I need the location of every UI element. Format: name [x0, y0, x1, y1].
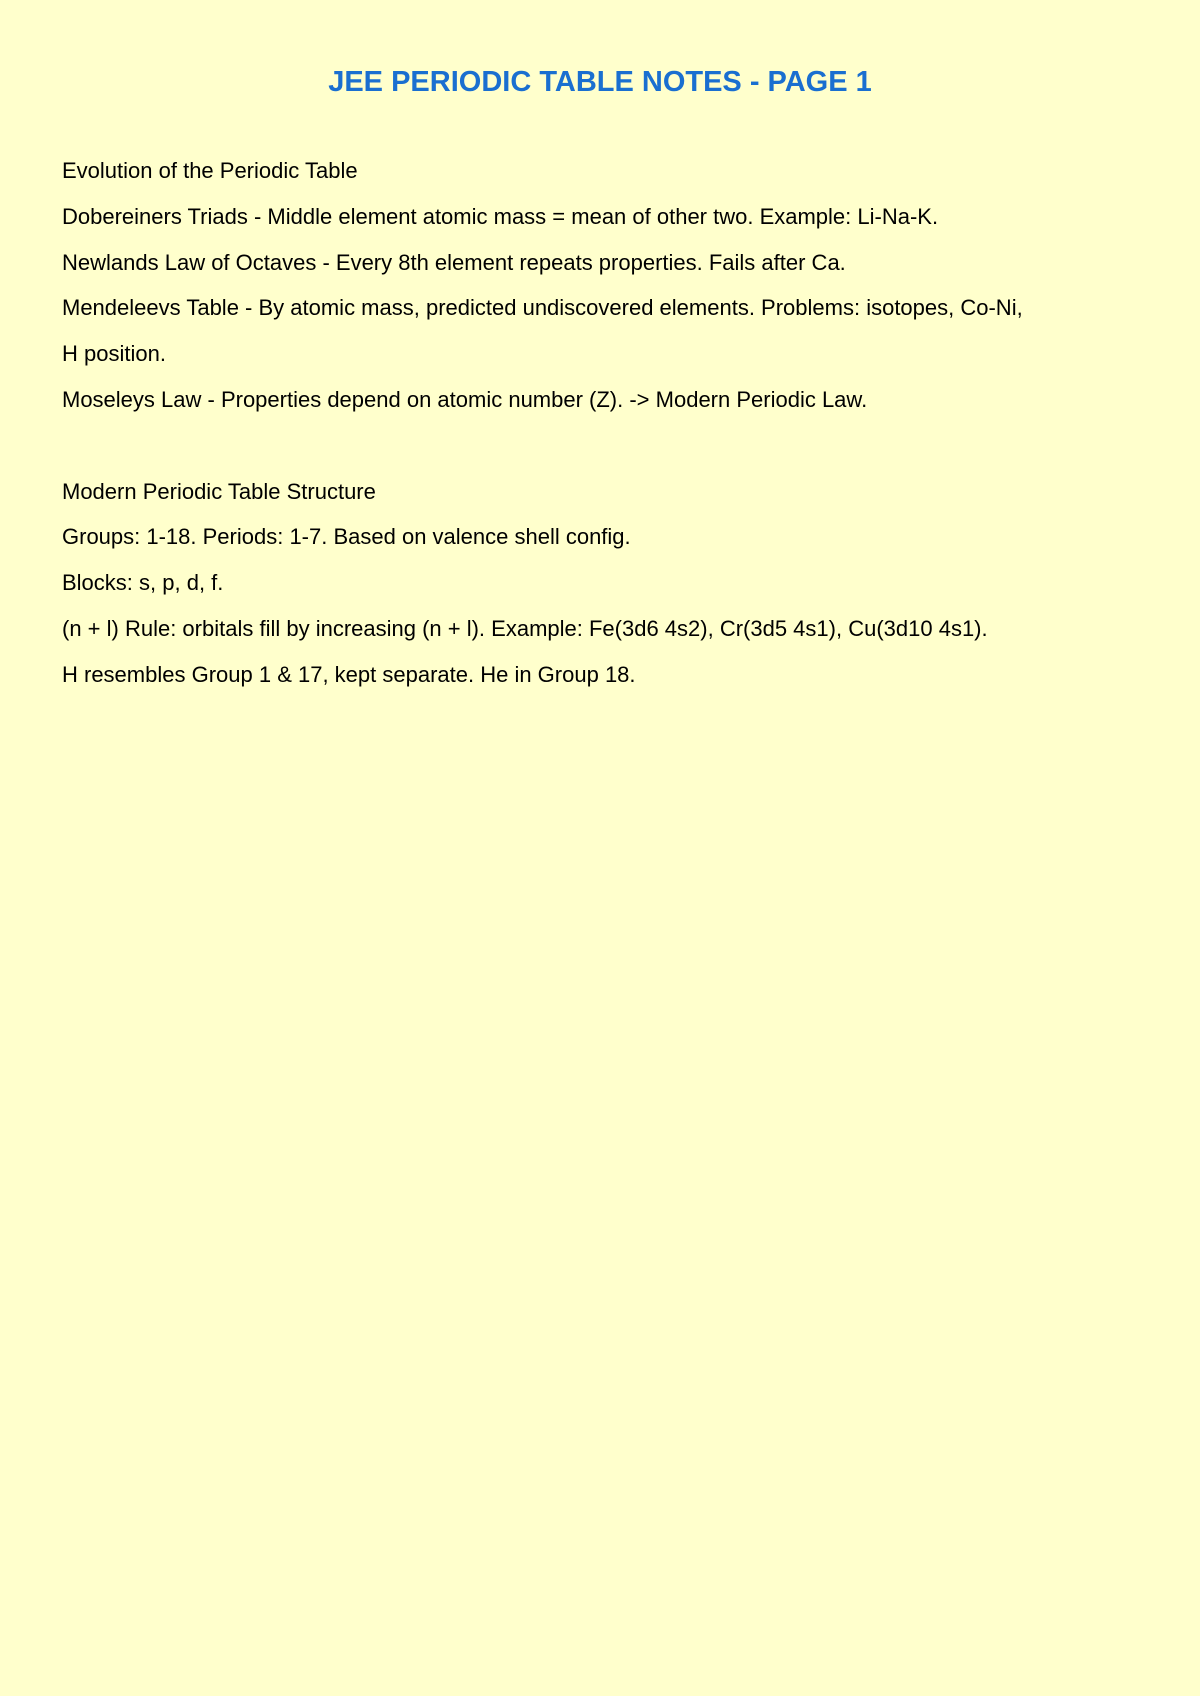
note-line: H resembles Group 1 & 17, kept separate. He in Group 18.	[62, 661, 636, 687]
note-line: Blocks: s, p, d, f.	[62, 570, 224, 596]
note-line: Newlands Law of Octaves - Every 8th element repeats properties. Fails after Ca.	[62, 249, 846, 275]
section-heading: Modern Periodic Table Structure	[62, 478, 376, 504]
notes-body	[62, 148, 1142, 698]
note-line: Groups: 1-18. Periods: 1-7. Based on valence shell config.	[62, 524, 631, 550]
note-line: (n + l) Rule: orbitals fill by increasing (n + l). Example: Fe(3d6 4s2), Cr(3d5 4s1), Cu(3d10 4s1).	[62, 615, 988, 641]
section-evolution	[62, 148, 1142, 423]
note-line: Moseleys Law - Properties depend on atomic number (Z). -> Modern Periodic Law.	[62, 386, 868, 412]
note-line: Mendeleevs Table - By atomic mass, predicted undiscovered elements. Problems: isotopes, Co-Ni,	[62, 295, 1023, 321]
section-heading: Evolution of the Periodic Table	[62, 158, 358, 183]
section-structure	[62, 469, 1142, 698]
note-line: Dobereiners Triads - Middle element atomic mass = mean of other two. Example: Li-Na-K.	[62, 203, 939, 229]
page-title: JEE PERIODIC TABLE NOTES - PAGE 1	[328, 66, 872, 98]
note-line: H position.	[62, 341, 166, 367]
section-spacer	[62, 423, 1142, 469]
